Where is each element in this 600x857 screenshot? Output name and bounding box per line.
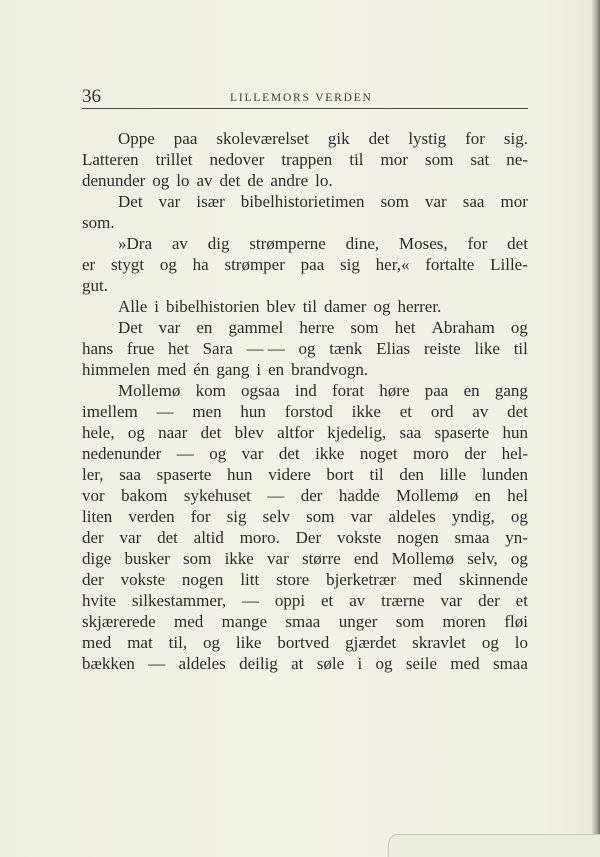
word: der [464,444,487,463]
word: som [380,192,409,211]
word: som [350,318,379,337]
word: et [399,402,413,421]
word: er [82,255,96,274]
word: trillet [155,150,193,169]
word: bakom [121,486,168,505]
word: ikke [351,402,381,421]
word: gammel [228,318,284,337]
text-line [82,170,528,191]
word: den [399,465,424,484]
text-line [82,401,528,422]
word: for [467,234,488,253]
word: Det [118,318,143,337]
text-line [82,527,528,548]
word: og [373,297,391,316]
word: brandvogn. [291,360,369,379]
word: ikke [315,444,345,463]
word: med [82,633,112,652]
word: lille [439,465,467,484]
word: var [267,549,289,568]
page-header [82,86,528,108]
word: de [247,171,264,190]
word: — — [246,339,285,358]
word: og [510,549,528,568]
word: ikke [224,549,254,568]
text-line [82,443,528,464]
text-line [82,317,528,338]
word: med [174,612,204,631]
word: kom [195,381,226,400]
word: dine, [345,234,380,253]
word: andre [270,171,309,190]
word: herrer. [397,297,442,316]
word: sykehuset [183,486,251,505]
word: med [450,654,480,673]
text-line [82,149,528,170]
word: her,« [375,255,410,274]
word: hun [502,423,528,442]
word: bækken [82,654,135,673]
word: fløi [504,612,528,631]
word: hans [82,339,114,358]
text-line [82,422,528,443]
word: med [412,570,443,589]
page-corner-curl [388,834,600,857]
word: moro [413,444,449,463]
text-line [82,653,528,674]
word: og [510,318,528,337]
word: blev [266,297,296,316]
word: Alle [118,297,148,316]
word: nogen [397,528,439,547]
word: til [513,339,528,358]
word: det [219,171,241,190]
word: deilig [239,654,278,673]
word: tænk [329,339,363,358]
text-line [82,254,528,275]
word: videre [268,465,311,484]
word: liten [82,507,113,526]
word: — [242,591,259,610]
text-line [82,212,528,233]
word: Moses, [399,234,448,253]
word: aldeles [178,654,226,673]
word: det [368,129,390,148]
word: strømper [224,255,285,274]
word: det [278,444,300,463]
word: var [241,444,264,463]
word: altfor [277,423,314,442]
word: hvite [82,591,116,610]
word: spaserte [156,465,212,484]
word: det [157,528,178,547]
word: Lille- [490,255,528,274]
word: silkestammer, [131,591,227,610]
word: for [465,129,485,148]
word: et [321,591,334,610]
word: med [156,360,187,379]
word: — [176,444,194,463]
body-text [82,128,528,674]
word: nedover [209,150,265,169]
word: »Dra [118,234,152,253]
word: litt [240,570,260,589]
word: smaa [492,654,528,673]
word: i [154,297,160,316]
word: lo [514,633,528,652]
word: til, [168,633,188,652]
text-line [82,233,528,254]
word: det [200,423,222,442]
word: lo. [315,171,333,190]
word: hel [507,486,528,505]
word: herre [299,318,335,337]
word: saa [399,423,422,442]
word: hadde [338,486,380,505]
word: yndig, [451,507,495,526]
word: vor [82,486,105,505]
word: nedenunder [82,444,162,463]
word: lunden [481,465,528,484]
word: en [463,381,480,400]
word: gang [216,360,250,379]
word: smaa [285,612,321,631]
word: blev [234,423,264,442]
word: paa [173,129,198,148]
word: som [424,150,454,169]
word: i [357,654,363,673]
running-title: LILLEMORS VERDEN [230,92,373,104]
word: nogen [181,570,224,589]
word: saa [462,192,485,211]
word: var [119,528,142,547]
word: selv [262,507,291,526]
word: ogsaa [241,381,280,400]
word: mange [221,612,267,631]
word: var [350,507,373,526]
word: og [481,633,499,652]
word: trærne [381,591,425,610]
text-line [82,191,528,212]
word: vokste [336,528,382,547]
word: skjærerede [82,612,156,631]
word: hun [240,402,266,421]
word: av [171,234,188,253]
word: seile [405,654,437,673]
word: bortved [277,633,330,652]
word: paa [300,255,325,274]
word: aldeles [388,507,436,526]
word: spaserte [434,423,490,442]
word: og [510,507,528,526]
word: gut. [82,276,108,295]
text-line [82,548,528,569]
word: gang [494,381,528,400]
word: dig [207,234,230,253]
word: og [152,171,170,190]
word: yn- [505,528,528,547]
word: til [349,150,364,169]
word: var [440,591,463,610]
word: et [515,591,528,610]
word: større [301,549,341,568]
word: der [82,570,104,589]
word: paa [424,381,449,400]
word: moren [442,612,486,631]
word: fortalte [425,255,475,274]
word: mat [127,633,153,652]
word: like [235,633,262,652]
word: ne- [506,150,528,169]
word: oppi [274,591,306,610]
word: end [353,549,379,568]
word: skravlet [412,633,466,652]
word: Sara [202,339,233,358]
word: gjærdet [345,633,397,652]
text-line [82,632,528,653]
text-line [82,506,528,527]
word: kjedelig, [327,423,387,442]
word: det [507,402,528,421]
text-line [82,380,528,401]
word: gik [327,129,350,148]
word: hun [227,465,253,484]
word: av [349,591,366,610]
word: hel- [501,444,528,463]
word: som [183,549,212,568]
word: at [291,654,304,673]
word: som [306,507,335,526]
text-line [82,611,528,632]
word: der [300,486,323,505]
text-line [82,296,528,317]
word: i [256,360,262,379]
word: selv, [467,549,498,568]
word: forat [331,381,365,400]
word: høre [379,381,410,400]
word: var [158,318,181,337]
word: — [267,486,285,505]
word: vokste [120,570,165,589]
word: søle [316,654,345,673]
word: og [159,255,177,274]
word: til [369,465,384,484]
word: verden [128,507,175,526]
word: lystig [408,129,447,148]
word: det [507,234,528,253]
word: en [196,318,213,337]
word: trappen [281,150,333,169]
text-line [82,590,528,611]
word: bjerketrær [326,570,396,589]
word: sat [470,150,490,169]
text-line [82,464,528,485]
word: Mollemø [391,549,454,568]
word: av [472,402,489,421]
word: dige [82,549,112,568]
word: naar [158,423,188,442]
word: ler, [82,465,104,484]
word: — [156,402,174,421]
text-line [82,569,528,590]
word: lo [176,171,190,190]
word: bibelhistorien [166,297,260,316]
word: stygt [111,255,145,274]
word: var [424,192,447,211]
word: Der [295,528,322,547]
word: busker [124,549,170,568]
page-number: 36 [82,86,101,107]
word: bibelhistorietimen [240,192,365,211]
word: himmelen [82,360,150,379]
word: imellem [82,402,138,421]
word: og [209,444,227,463]
word: like [474,339,500,358]
word: mor [500,192,528,211]
word: én [193,360,210,379]
word: saa [119,465,141,484]
word: og [127,423,145,442]
word: forstod [284,402,333,421]
word: Mollemø [395,486,459,505]
word: og [375,654,393,673]
word: Latteren [82,150,139,169]
word: noget [359,444,398,463]
word: ord [430,402,454,421]
word: som [395,612,425,631]
word: for [190,507,211,526]
word: damer [323,297,367,316]
word: Oppe [118,129,155,148]
word: som. [82,213,115,232]
word: til [302,297,317,316]
word: mor [380,150,408,169]
word: Elias [376,339,411,358]
text-line [82,275,528,296]
word: især [196,192,225,211]
word: smaa [454,528,490,547]
word: Det [118,192,143,211]
word: der [478,591,500,610]
word: men [192,402,222,421]
word: strømperne [249,234,326,253]
word: sig [340,255,360,274]
word: het [168,339,189,358]
word: en [268,360,285,379]
word: unger [338,612,378,631]
word: skoleværelset [216,129,309,148]
word: — [148,654,166,673]
word: altid [193,528,224,547]
word: var [158,192,181,211]
header-rule [82,108,528,109]
text-line [82,485,528,506]
page-edge-shadow [592,0,600,857]
word: frue [126,339,155,358]
word: sig. [503,129,528,148]
word: og [202,633,220,652]
word: av [196,171,213,190]
word: Abraham [431,318,495,337]
text-line [82,359,528,380]
word: og [298,339,316,358]
word: Mollemø [118,381,181,400]
word: reiste [423,339,461,358]
word: skinnende [458,570,528,589]
word: der [82,528,104,547]
word: bort [326,465,354,484]
word: en [474,486,491,505]
word: het [394,318,416,337]
word: store [276,570,310,589]
word: ha [192,255,209,274]
text-line [82,338,528,359]
word: ind [295,381,317,400]
word: hele, [82,423,115,442]
word: sig [226,507,247,526]
word: denunder [82,171,146,190]
text-line [82,128,528,149]
word: moro. [239,528,280,547]
